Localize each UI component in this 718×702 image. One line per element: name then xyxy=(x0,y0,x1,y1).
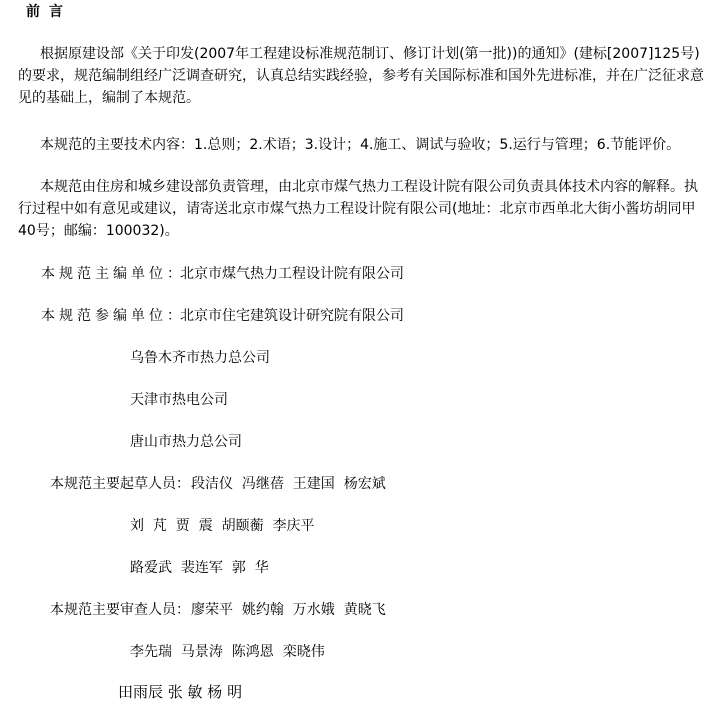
chief-unit-label: 本规范主编单位： xyxy=(41,266,185,282)
reviewers-line: 廖荣平 姚约翰 万水娥 黄晓飞 xyxy=(191,602,386,618)
preface-title: 前 言 xyxy=(26,4,65,20)
participating-unit: 北京市住宅建筑设计研究院有限公司 xyxy=(180,308,404,324)
drafters-line: 刘 芃 贾 震 胡颐蘅 李庆平 xyxy=(130,518,315,534)
paragraph-contents: 本规范的主要技术内容：1.总则；2.术语；3.设计；4.施工、调试与验收；5.运行与管理；6.节能评价。 xyxy=(40,137,681,153)
drafters-label: 本规范主要起草人员： xyxy=(50,476,190,492)
participating-unit: 唐山市热力总公司 xyxy=(130,434,242,450)
chief-unit-value: 北京市煤气热力工程设计院有限公司 xyxy=(180,266,404,282)
participating-units-label: 本规范参编单位： xyxy=(41,308,185,324)
participating-unit: 天津市热电公司 xyxy=(130,392,228,408)
drafters-line: 段洁仪 冯继蓓 王建国 杨宏斌 xyxy=(191,476,386,492)
reviewers-label: 本规范主要审查人员： xyxy=(50,602,190,618)
drafters-line: 路爱武 裴连军 郭 华 xyxy=(130,560,269,576)
reviewers-line: 田雨辰 张 敏 杨 明 xyxy=(118,683,243,701)
paragraph-basis: 根据原建设部《关于印发(2007年工程建设标准规范制订、修订计划(第一批))的通知》(建标[2007]125号)的要求，规范编制组经广泛调查研究，认真总结实践经验，参考有关国际标准和国外先进标准，并在广泛征求意见的基础上，编制了本规范。 xyxy=(18,46,704,106)
paragraph-management: 本规范由住房和城乡建设部负责管理，由北京市煤气热力工程设计院有限公司负责具体技术内容的解释。执行过程中如有意见或建议，请寄送北京市煤气热力工程设计院有限公司(地址：北京市西单北大街小酱坊胡同甲40号；邮编：100032)。 xyxy=(18,179,698,239)
reviewers-line: 李先瑞 马景涛 陈鸿恩 栾晓伟 xyxy=(130,644,325,660)
participating-unit: 乌鲁木齐市热力总公司 xyxy=(130,350,270,366)
